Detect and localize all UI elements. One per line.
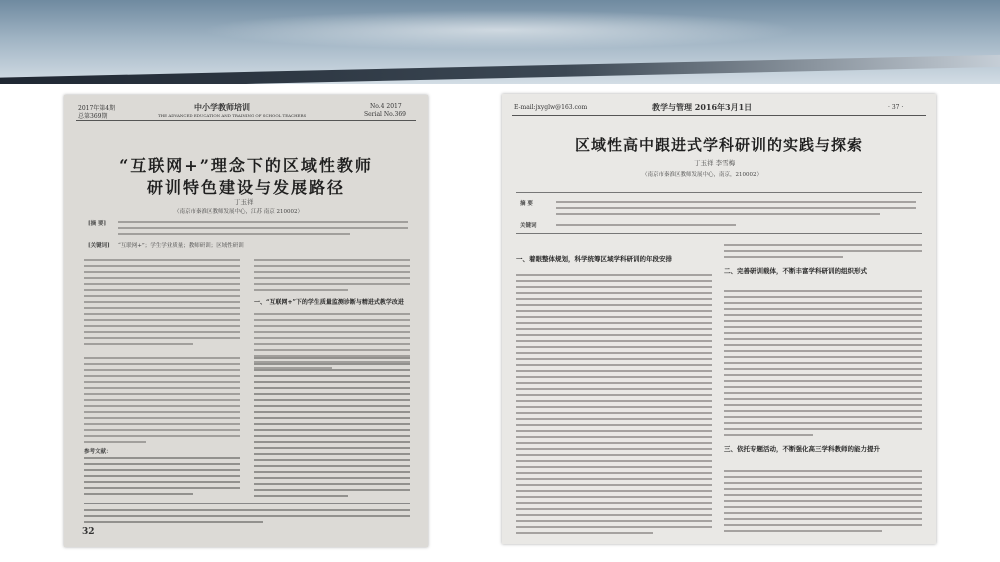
- left-affiliation: （南京市秦淮区教师发展中心，江苏 南京 210002）: [174, 209, 303, 215]
- right-affiliation: （南京市秦淮区教师发展中心，南京，210002）: [642, 172, 762, 178]
- right-journal-page: [502, 94, 936, 544]
- left-section-heading: 一、“互联网+”下的学生质量监测诊断与精进式教学改进: [254, 299, 404, 306]
- left-article-title-line2: 研训特色建设与发展路径: [146, 178, 345, 197]
- right-body-column-2c: [724, 470, 922, 536]
- left-header-serial-no: Serial No.369: [364, 111, 406, 118]
- right-keywords-text: [556, 224, 736, 230]
- left-header-serial: 总第369期: [78, 113, 108, 120]
- left-header-rule: [76, 120, 416, 121]
- left-footnote: [84, 509, 410, 527]
- left-journal-name: 中小学教师培训: [194, 102, 250, 112]
- right-header-email: E-mail:jxyglw@163.com: [514, 104, 588, 111]
- right-journal-name: 教学与管理 2016年3月1日: [652, 102, 753, 112]
- top-banner: [0, 0, 1000, 84]
- left-body-column-1: [84, 259, 240, 349]
- left-references-col-2: [254, 357, 410, 501]
- left-author: 丁玉祥: [234, 198, 254, 206]
- left-abstract-text: [118, 221, 408, 239]
- left-body-column-1b: [84, 357, 240, 447]
- left-journal-page: [64, 95, 428, 547]
- right-abstract-label: 摘 要: [520, 201, 533, 207]
- left-header-issue: 2017年第4期: [78, 105, 116, 112]
- right-body-column-2b: [724, 290, 922, 440]
- banner-glow: [200, 10, 800, 50]
- right-keywords-label: 关键词: [520, 223, 537, 229]
- left-keywords: “互联网+”；学生学业质量；教师研训；区域性研训: [118, 243, 244, 249]
- right-header-rule: [512, 115, 926, 116]
- left-journal-name-en: THE ADVANCED EDUCATION AND TRAINING OF SCHOOL TEACHERS: [158, 113, 307, 118]
- right-abstract-text: [556, 201, 916, 219]
- left-footnote-rule: [84, 503, 410, 504]
- left-references-label: 参考文献：: [84, 449, 112, 455]
- right-abstract-box: [516, 192, 922, 234]
- right-section-1: 一、着眼整体规划，科学统筹区域学科研训的年段安排: [516, 255, 672, 263]
- left-references-col-1: [84, 457, 240, 499]
- right-page-number: · 37 ·: [888, 104, 904, 111]
- banner-stripe: [0, 54, 1000, 84]
- right-authors: 丁玉祥 李雪梅: [694, 159, 736, 167]
- right-body-column-2a: [724, 244, 922, 262]
- left-keywords-label: [关键词]: [88, 243, 110, 249]
- right-article-title: 区域性高中跟进式学科研训的实践与探索: [574, 136, 863, 154]
- left-body-column-2: [254, 259, 410, 295]
- left-article-title-line1: “互联网+”理念下的区域性教师: [119, 156, 373, 175]
- right-section-2: 二、完善研训载体，不断丰富学科研训的组织形式: [724, 267, 867, 275]
- left-page-number: 32: [82, 527, 95, 537]
- right-section-3: 三、依托专题活动，不断强化高三学科教师的能力提升: [724, 445, 880, 453]
- left-abstract-label: [摘 要]: [88, 221, 107, 227]
- left-header-no: No.4 2017: [370, 103, 402, 110]
- right-body-column-1: [516, 274, 712, 538]
